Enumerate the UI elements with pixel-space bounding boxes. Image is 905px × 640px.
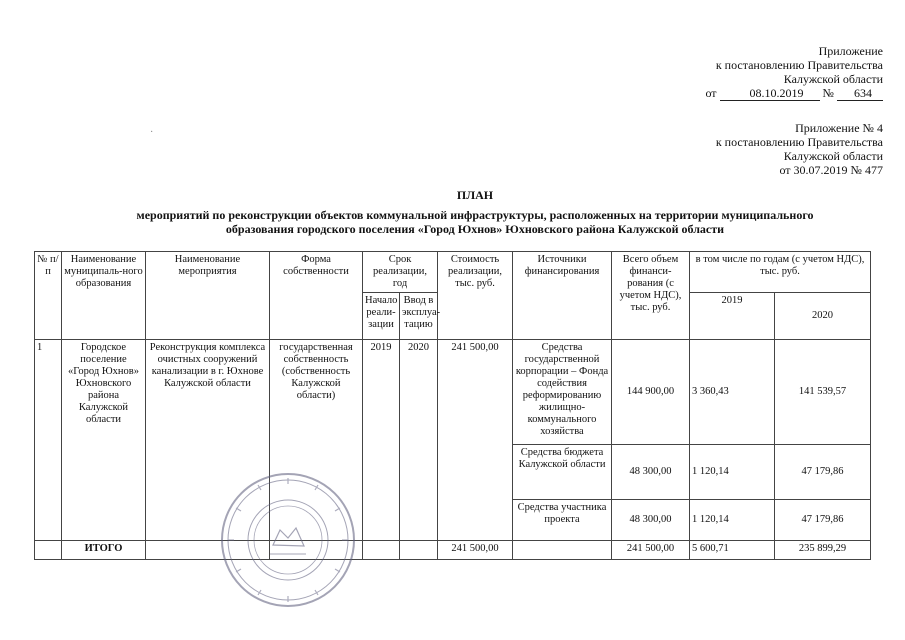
appendix-block-original [716, 121, 883, 177]
document-subtitle-line1: мероприятий по реконструкции объектов коммунальной инфраструктуры, расположенных на территории муниципального [136, 208, 814, 222]
appendix-decree: к постановлению Правительства [715, 135, 883, 149]
appendix-region: Калужской области [783, 149, 883, 163]
source-total: 48 300,00 [612, 445, 690, 500]
total-2019: 5 600,71 [690, 541, 775, 560]
row-num: 1 [35, 340, 62, 541]
source-total: 144 900,00 [612, 340, 690, 445]
row-municipality: Городское поселение «Город Юхнов» Юхновского района Калужской области [62, 340, 146, 541]
total-start [363, 541, 400, 560]
decree-number: 634 [837, 87, 883, 101]
source-2019: 1 120,14 [690, 445, 775, 500]
appendix-block-current [705, 44, 883, 101]
header-year-2020: 2020 [775, 293, 871, 340]
row-measure: Реконструкция комплекса очистных сооружений канализации в г. Юхнове Калужской области [146, 340, 270, 541]
row-ownership: государственная собственность (собственность Калужской области) [270, 340, 363, 541]
source-name: Средства участника проекта [513, 500, 612, 541]
total-num [35, 541, 62, 560]
header-by-years: в том числе по годам (с учетом НДС), тыс. руб. [690, 252, 871, 293]
stray-mark: · [150, 127, 154, 138]
number-prefix: № [822, 86, 834, 100]
appendix-region: Калужской области [783, 72, 883, 86]
document-title: ПЛАН [456, 188, 494, 202]
total-total: 241 500,00 [612, 541, 690, 560]
row-start: 2019 [363, 340, 400, 541]
header-cost: Стоимость реализации, тыс. руб. [438, 252, 513, 340]
header-ownership: Форма собственности [270, 252, 363, 340]
total-cost: 241 500,00 [438, 541, 513, 560]
header-municipality: Наименование муниципаль-ного образования [62, 252, 146, 340]
source-total: 48 300,00 [612, 500, 690, 541]
source-name: Средства бюджета Калужской области [513, 445, 612, 500]
appendix-decree: к постановлению Правительства [715, 58, 883, 72]
date-prefix: от [705, 86, 717, 100]
header-period: Срок реализации, год [363, 252, 438, 293]
round-official-seal-icon [218, 470, 358, 610]
header-start: Начало реали-зации [363, 293, 400, 340]
header-year-2019: 2019 [690, 293, 775, 340]
total-row [35, 541, 871, 560]
row-commission: 2020 [400, 340, 438, 541]
source-2020: 47 179,86 [775, 500, 871, 541]
appendix-date-line [705, 86, 883, 101]
total-2020: 235 899,29 [775, 541, 871, 560]
source-2020: 47 179,86 [775, 445, 871, 500]
row-cost: 241 500,00 [438, 340, 513, 541]
header-sources: Источники финансирования [513, 252, 612, 340]
appendix-label: Приложение № 4 [795, 121, 883, 135]
total-label: ИТОГО [62, 541, 146, 560]
table-row [35, 340, 871, 445]
header-row-1 [35, 252, 871, 293]
source-2019: 1 120,14 [690, 500, 775, 541]
header-num: № п/п [35, 252, 62, 340]
header-commission: Ввод в эксплуа-тацию [400, 293, 438, 340]
source-2020: 141 539,57 [775, 340, 871, 445]
source-name: Средства государственной корпорации – Фонда содействия реформированию жилищно-коммунального хозяйства [513, 340, 612, 445]
document-subtitle-line2: образования городского поселения «Город Юхнов» Юхновского района Калужской области [225, 222, 725, 236]
source-2019: 3 360,43 [690, 340, 775, 445]
decree-date: 08.10.2019 [720, 87, 820, 101]
appendix-label: Приложение [818, 44, 883, 58]
header-total: Всего объем финанси-рования (с учетом НДС), тыс. руб. [612, 252, 690, 340]
total-commission [400, 541, 438, 560]
header-measure: Наименование мероприятия [146, 252, 270, 340]
plan-table [34, 251, 871, 560]
total-sources [513, 541, 612, 560]
appendix-date: от 30.07.2019 № 477 [779, 163, 883, 177]
